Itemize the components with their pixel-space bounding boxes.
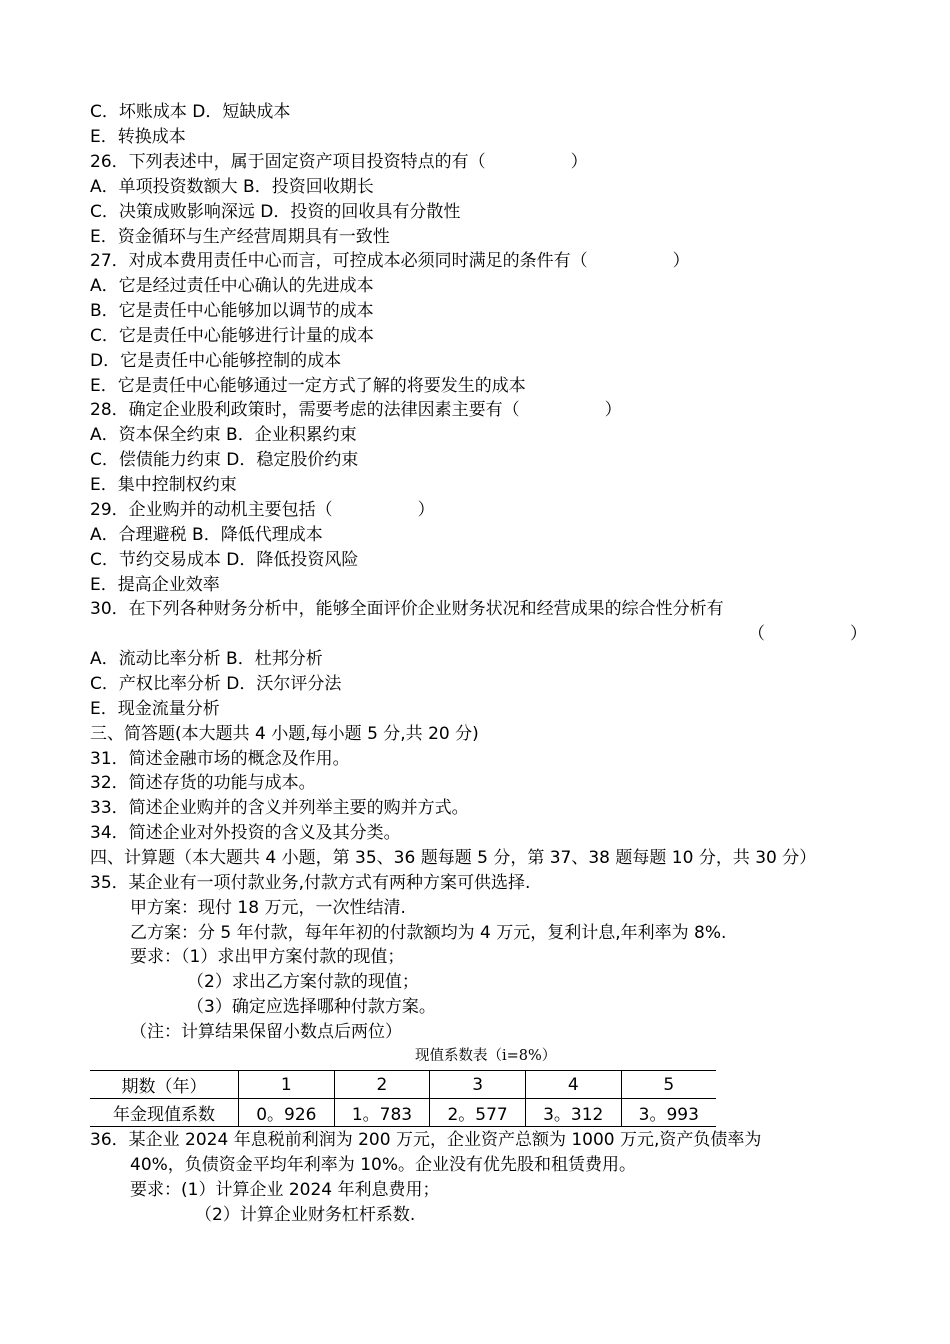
option-line: A．资本保全约束 B．企业积累约束 <box>90 425 357 445</box>
requirement: （2）计算企业财务杠杆系数. <box>195 1205 416 1225</box>
question-28: 28．确定企业股利政策时，需要考虑的法律因素主要有（ ） <box>90 400 622 420</box>
answer-blank: （ ） <box>748 624 867 644</box>
question-31: 31．简述金融市场的概念及作用。 <box>90 749 350 769</box>
option-line: B．它是责任中心能够加以调节的成本 <box>90 301 374 321</box>
question-35: 35．某企业有一项付款业务,付款方式有两种方案可供选择. <box>90 873 531 893</box>
table-header-cell: 2 <box>334 1071 430 1099</box>
option-line: E．集中控制权约束 <box>90 475 237 495</box>
table-header-cell: 期数（年） <box>90 1071 239 1099</box>
table-header-cell: 5 <box>621 1071 716 1099</box>
option-line: E．它是责任中心能够通过一定方式了解的将要发生的成本 <box>90 376 526 396</box>
option-line: A．合理避税 B．降低代理成本 <box>90 525 323 545</box>
question-32: 32．简述存货的功能与成本。 <box>90 773 316 793</box>
option-line: C．决策成败影响深远 D．投资的回收具有分散性 <box>90 202 461 222</box>
requirement: 要求：（1）求出甲方案付款的现值； <box>130 947 405 967</box>
plan-a: 甲方案：现付 18 万元，一次性结清. <box>130 898 406 918</box>
question-29: 29．企业购并的动机主要包括（ ） <box>90 500 435 520</box>
table-cell: 3。312 <box>525 1099 621 1127</box>
option-line: C．坏账成本 D．短缺成本 <box>90 102 291 122</box>
option-line: A．它是经过责任中心确认的先进成本 <box>90 276 374 296</box>
option-line: C．产权比率分析 D．沃尔评分法 <box>90 674 342 694</box>
option-line: E．资金循环与生产经营周期具有一致性 <box>90 227 390 247</box>
table-header-cell: 3 <box>430 1071 526 1099</box>
table-cell: 0。926 <box>239 1099 335 1127</box>
question-27: 27．对成本费用责任中心而言，可控成本必须同时满足的条件有（ ） <box>90 251 690 271</box>
question-26: 26．下列表述中，属于固定资产项目投资特点的有（ ） <box>90 152 588 172</box>
note: （注：计算结果保留小数点后两位） <box>130 1022 402 1042</box>
requirement: （3）确定应选择哪种付款方案。 <box>187 997 436 1017</box>
section-heading: 四、计算题（本大题共 4 小题，第 35、36 题每题 5 分，第 37、38 题每题 10 分，共 30 分） <box>90 848 817 868</box>
option-line: E．现金流量分析 <box>90 699 220 719</box>
question-34: 34．简述企业对外投资的含义及其分类。 <box>90 823 401 843</box>
table-cell: 年金现值系数 <box>90 1099 239 1127</box>
table-cell: 2。577 <box>430 1099 526 1127</box>
table-caption: 现值系数表（i=8%） <box>415 1048 557 1064</box>
present-value-table <box>90 1070 716 1127</box>
question-30: 30．在下列各种财务分析中，能够全面评价企业财务状况和经营成果的综合性分析有 <box>90 599 724 619</box>
option-line: E．转换成本 <box>90 127 186 147</box>
option-line: A．单项投资数额大 B．投资回收期长 <box>90 177 374 197</box>
option-line: E．提高企业效率 <box>90 575 220 595</box>
table-row <box>90 1099 716 1127</box>
section-heading: 三、简答题(本大题共 4 小题,每小题 5 分,共 20 分) <box>90 724 479 744</box>
requirement: 要求：(1）计算企业 2024 年利息费用； <box>130 1180 440 1200</box>
option-line: D．它是责任中心能够控制的成本 <box>90 351 342 371</box>
plan-b: 乙方案：分 5 年付款，每年年初的付款额均为 4 万元，复利计息,年利率为 8%. <box>130 923 727 943</box>
table-header-cell: 4 <box>525 1071 621 1099</box>
option-line: C．节约交易成本 D．降低投资风险 <box>90 550 359 570</box>
question-33: 33．简述企业购并的含义并列举主要的购并方式。 <box>90 798 469 818</box>
option-line: A．流动比率分析 B．杜邦分析 <box>90 649 323 669</box>
table-cell: 1。783 <box>334 1099 430 1127</box>
option-line: C．偿债能力约束 D．稳定股价约束 <box>90 450 359 470</box>
table-row <box>90 1071 716 1099</box>
question-36-cont: 40%，负债资金平均年利率为 10%。企业没有优先股和租赁费用。 <box>130 1155 636 1175</box>
option-line: C．它是责任中心能够进行计量的成本 <box>90 326 374 346</box>
requirement: （2）求出乙方案付款的现值； <box>187 972 419 992</box>
table-cell: 3。993 <box>621 1099 716 1127</box>
question-36: 36．某企业 2024 年息税前利润为 200 万元，企业资产总额为 1000 万元,资产负债率为 <box>90 1130 762 1150</box>
table-header-cell: 1 <box>239 1071 335 1099</box>
